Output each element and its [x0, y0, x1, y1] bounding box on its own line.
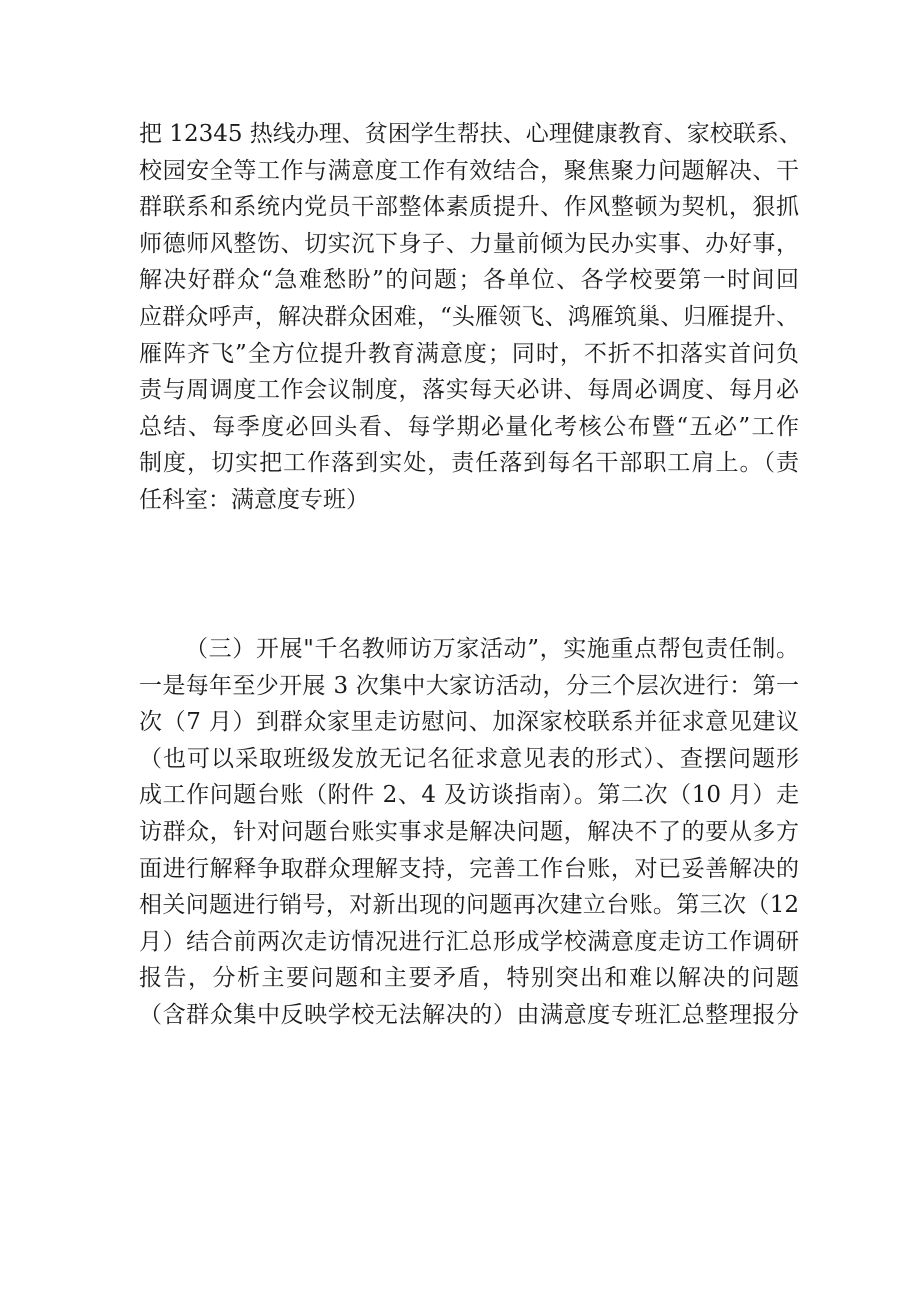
text-line: 雁阵齐飞”全方位提升教育满意度；同时，不折不扣落实首问负 [139, 340, 799, 367]
text-line: 解决好群众“急难愁盼”的问题；各单位、各学校要第一时间回 [139, 267, 799, 294]
text-line: 责与周调度工作会议制度，落实每天必讲、每周必调度、每月必 [139, 377, 799, 404]
paragraph-home-visits [139, 631, 799, 1034]
text-line: 月）结合前两次走访情况进行汇总形成学校满意度走访工作调研 [139, 928, 799, 955]
text-line: 相关问题进行销号，对新出现的问题再次建立台账。第三次（12 [139, 892, 799, 919]
text-line: 访群众，针对问题台账实事求是解决问题，解决不了的要从多方 [139, 818, 799, 845]
text-line: 师德师风整饬、切实沉下身子、力量前倾为民办实事、办好事， [139, 230, 799, 257]
text-line: 群联系和系统内党员干部整体素质提升、作风整顿为契机，狠抓 [139, 194, 799, 221]
text-line: （也可以采取班级发放无记名征求意见表的形式）、查摆问题形 [139, 745, 799, 772]
text-line: 校园安全等工作与满意度工作有效结合，聚焦聚力问题解决、干 [139, 157, 799, 184]
section-heading-line: （三）开展"千名教师访万家活动”，实施重点帮包责任制。 [185, 636, 799, 662]
text-line: 一是每年至少开展 3 次集中大家访活动，分三个层次进行：第一 [139, 672, 799, 699]
text-line: 任科室：满意度专班） [139, 486, 369, 513]
text-line: 总结、每季度必回头看、每学期必量化考核公布暨“五必”工作 [139, 413, 799, 440]
paragraph-responsibility [139, 116, 802, 519]
text-line: 制度，切实把工作落到实处，责任落到每名干部职工肩上。（责 [139, 450, 799, 477]
text-line: 次（7 月）到群众家里走访慰问、加深家校联系并征求意见建议 [139, 709, 799, 736]
text-line: 面进行解释争取群众理解支持，完善工作台账，对已妥善解决的 [139, 855, 799, 882]
text-line: 应群众呼声，解决群众困难，“头雁领飞、鸿雁筑巢、归雁提升、 [139, 303, 799, 330]
text-line: 成工作问题台账（附件 2、4 及访谈指南）。第二次（10 月）走 [139, 782, 799, 809]
text-line: 报告，分析主要问题和主要矛盾，特别突出和难以解决的问题 [139, 965, 799, 992]
text-line: （含群众集中反映学校无法解决的）由满意度专班汇总整理报分 [139, 1001, 799, 1028]
text-line: 把 12345 热线办理、贫困学生帮扶、心理健康教育、家校联系、 [139, 121, 802, 147]
